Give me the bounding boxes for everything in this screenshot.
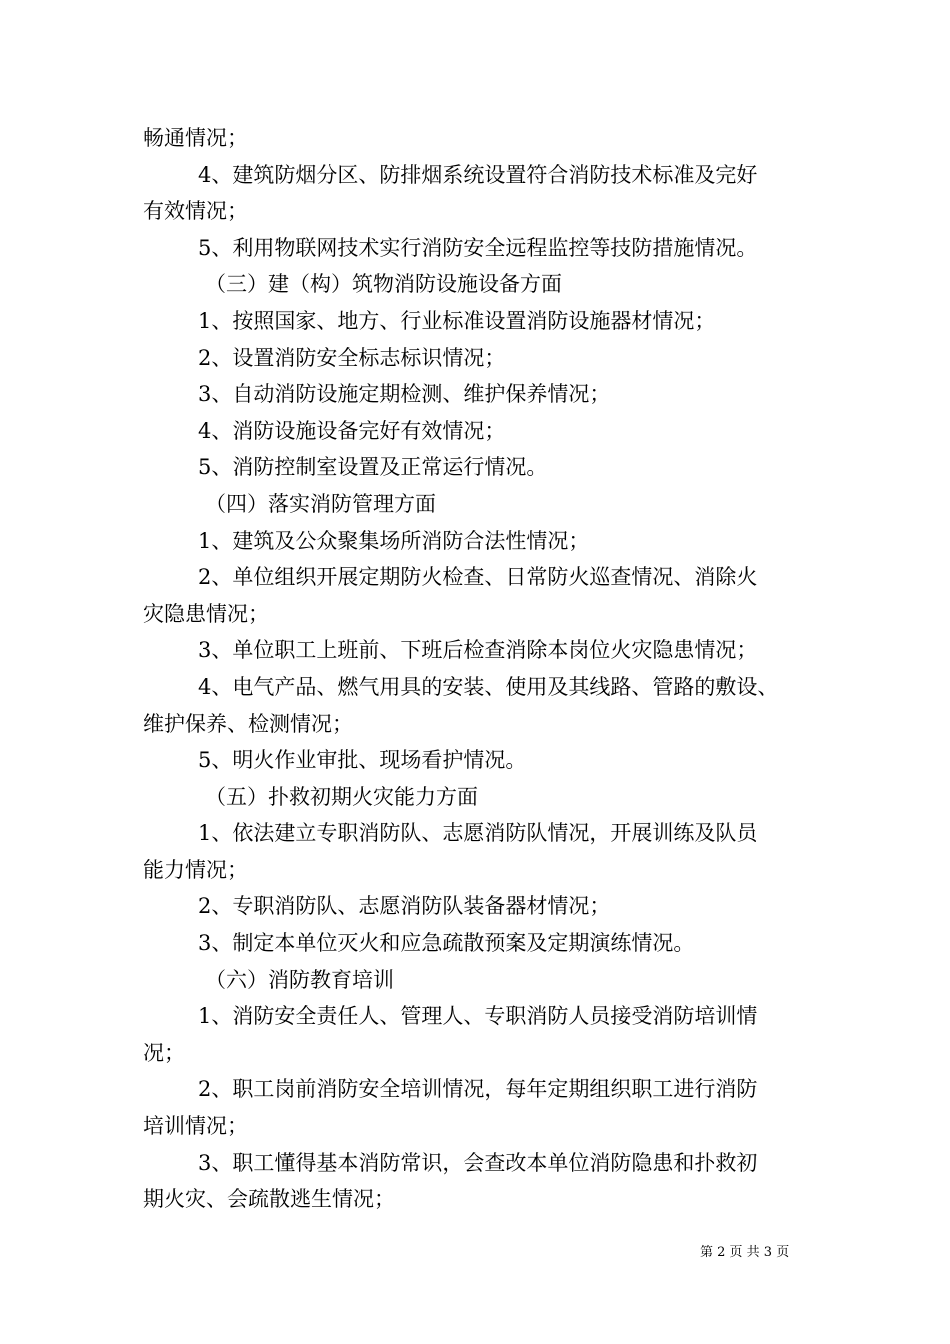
section-heading: （五）扑救初期火灾能力方面	[205, 784, 478, 809]
document-body	[143, 120, 813, 1218]
text-line: 期火灾、会疏散逃生情况；	[143, 1187, 395, 1212]
text-line: 能力情况；	[143, 857, 248, 882]
text-line: 维护保养、检测情况；	[143, 711, 353, 736]
text-line: 培训情况；	[143, 1114, 248, 1139]
list-item: 5、利用物联网技术实行消防安全远程监控等技防措施情况。	[198, 235, 758, 260]
text-line: 畅通情况；	[143, 126, 248, 150]
list-item: 5、消防控制室设置及正常运行情况。	[198, 455, 548, 480]
list-item: 3、单位职工上班前、下班后检查消除本岗位火灾隐患情况；	[198, 638, 758, 663]
section-heading: （三）建（构）筑物消防设施设备方面	[205, 272, 562, 297]
page-number-footer: 第 2 页 共 3 页	[700, 1245, 790, 1260]
list-item: 2、单位组织开展定期防火检查、日常防火巡查情况、消除火	[198, 565, 758, 590]
text-line: 灾隐患情况；	[143, 601, 269, 626]
list-item: 4、电气产品、燃气用具的安装、使用及其线路、管路的敷设、	[198, 674, 779, 699]
list-item: 2、专职消防队、志愿消防队装备器材情况；	[198, 894, 611, 919]
list-item: 1、依法建立专职消防队、志愿消防队情况，开展训练及队员	[198, 821, 758, 846]
text-line: 有效情况；	[143, 199, 248, 224]
list-item: 4、建筑防烟分区、防排烟系统设置符合消防技术标准及完好	[198, 162, 758, 187]
list-item: 2、职工岗前消防安全培训情况，每年定期组织职工进行消防	[198, 1077, 758, 1102]
list-item: 4、消防设施设备完好有效情况；	[198, 418, 506, 443]
list-item: 1、建筑及公众聚集场所消防合法性情况；	[198, 528, 590, 553]
section-heading: （四）落实消防管理方面	[205, 491, 436, 516]
list-item: 2、设置消防安全标志标识情况；	[198, 345, 506, 370]
section-heading: （六）消防教育培训	[205, 967, 394, 992]
list-item: 1、按照国家、地方、行业标准设置消防设施器材情况；	[198, 308, 716, 333]
list-item: 1、消防安全责任人、管理人、专职消防人员接受消防培训情	[198, 1004, 758, 1029]
list-item: 3、职工懂得基本消防常识，会查改本单位消防隐患和扑救初	[198, 1150, 758, 1175]
text-line: 况；	[143, 1040, 185, 1065]
list-item: 3、自动消防设施定期检测、维护保养情况；	[198, 382, 611, 407]
list-item: 3、制定本单位灭火和应急疏散预案及定期演练情况。	[198, 931, 695, 956]
list-item: 5、明火作业审批、现场看护情况。	[198, 748, 527, 773]
